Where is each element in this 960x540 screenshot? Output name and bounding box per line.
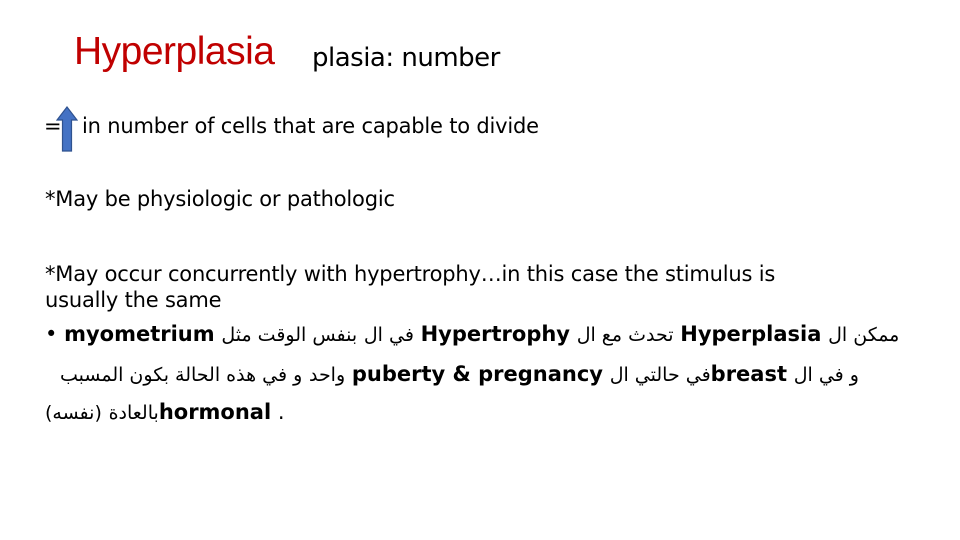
concurrent-line-cont: usually the same [45,288,222,312]
arabic-text: بالعادة [108,402,159,424]
slide-subtitle: plasia: number [312,43,500,73]
bullet-glyph: • [45,322,58,346]
arabic-text: في ال [363,324,414,346]
arabic-text: في حالتي ال [609,364,711,386]
slide-title: Hyperplasia [74,30,275,73]
up-arrow-icon [56,106,78,152]
term-puberty-pregnancy: puberty & pregnancy [351,362,603,386]
term-hypertrophy: Hypertrophy [420,322,570,346]
arabic-text: بنفس الوقت مثل [221,324,358,346]
arabic-text: و في هذه الحالة بكون المسبب [60,364,303,386]
arabic-text: (نفسه) [45,402,102,424]
term-breast: breast [710,362,788,386]
term-hyperplasia: Hyperplasia [680,322,822,346]
arabic-text: واحد [308,364,346,386]
concurrent-line: *May occur concurrently with hypertrophy…in this case the stimulus is [45,262,776,286]
arabic-text: و في ال [793,364,859,386]
physiologic-line: *May be physiologic or pathologic [45,187,395,211]
arabic-text: ممكن ال [828,324,900,346]
hormonal-line [45,400,285,424]
puberty-line [60,362,859,386]
term-myometrium: myometrium [64,322,215,346]
term-hormonal: hormonal [158,400,272,424]
bullet-line [45,322,899,346]
equals-sign: = [44,114,62,138]
period: . [277,400,285,424]
arabic-text: تحدث مع ال [576,324,674,346]
definition-line: in number of cells that are capable to divide [82,114,539,138]
